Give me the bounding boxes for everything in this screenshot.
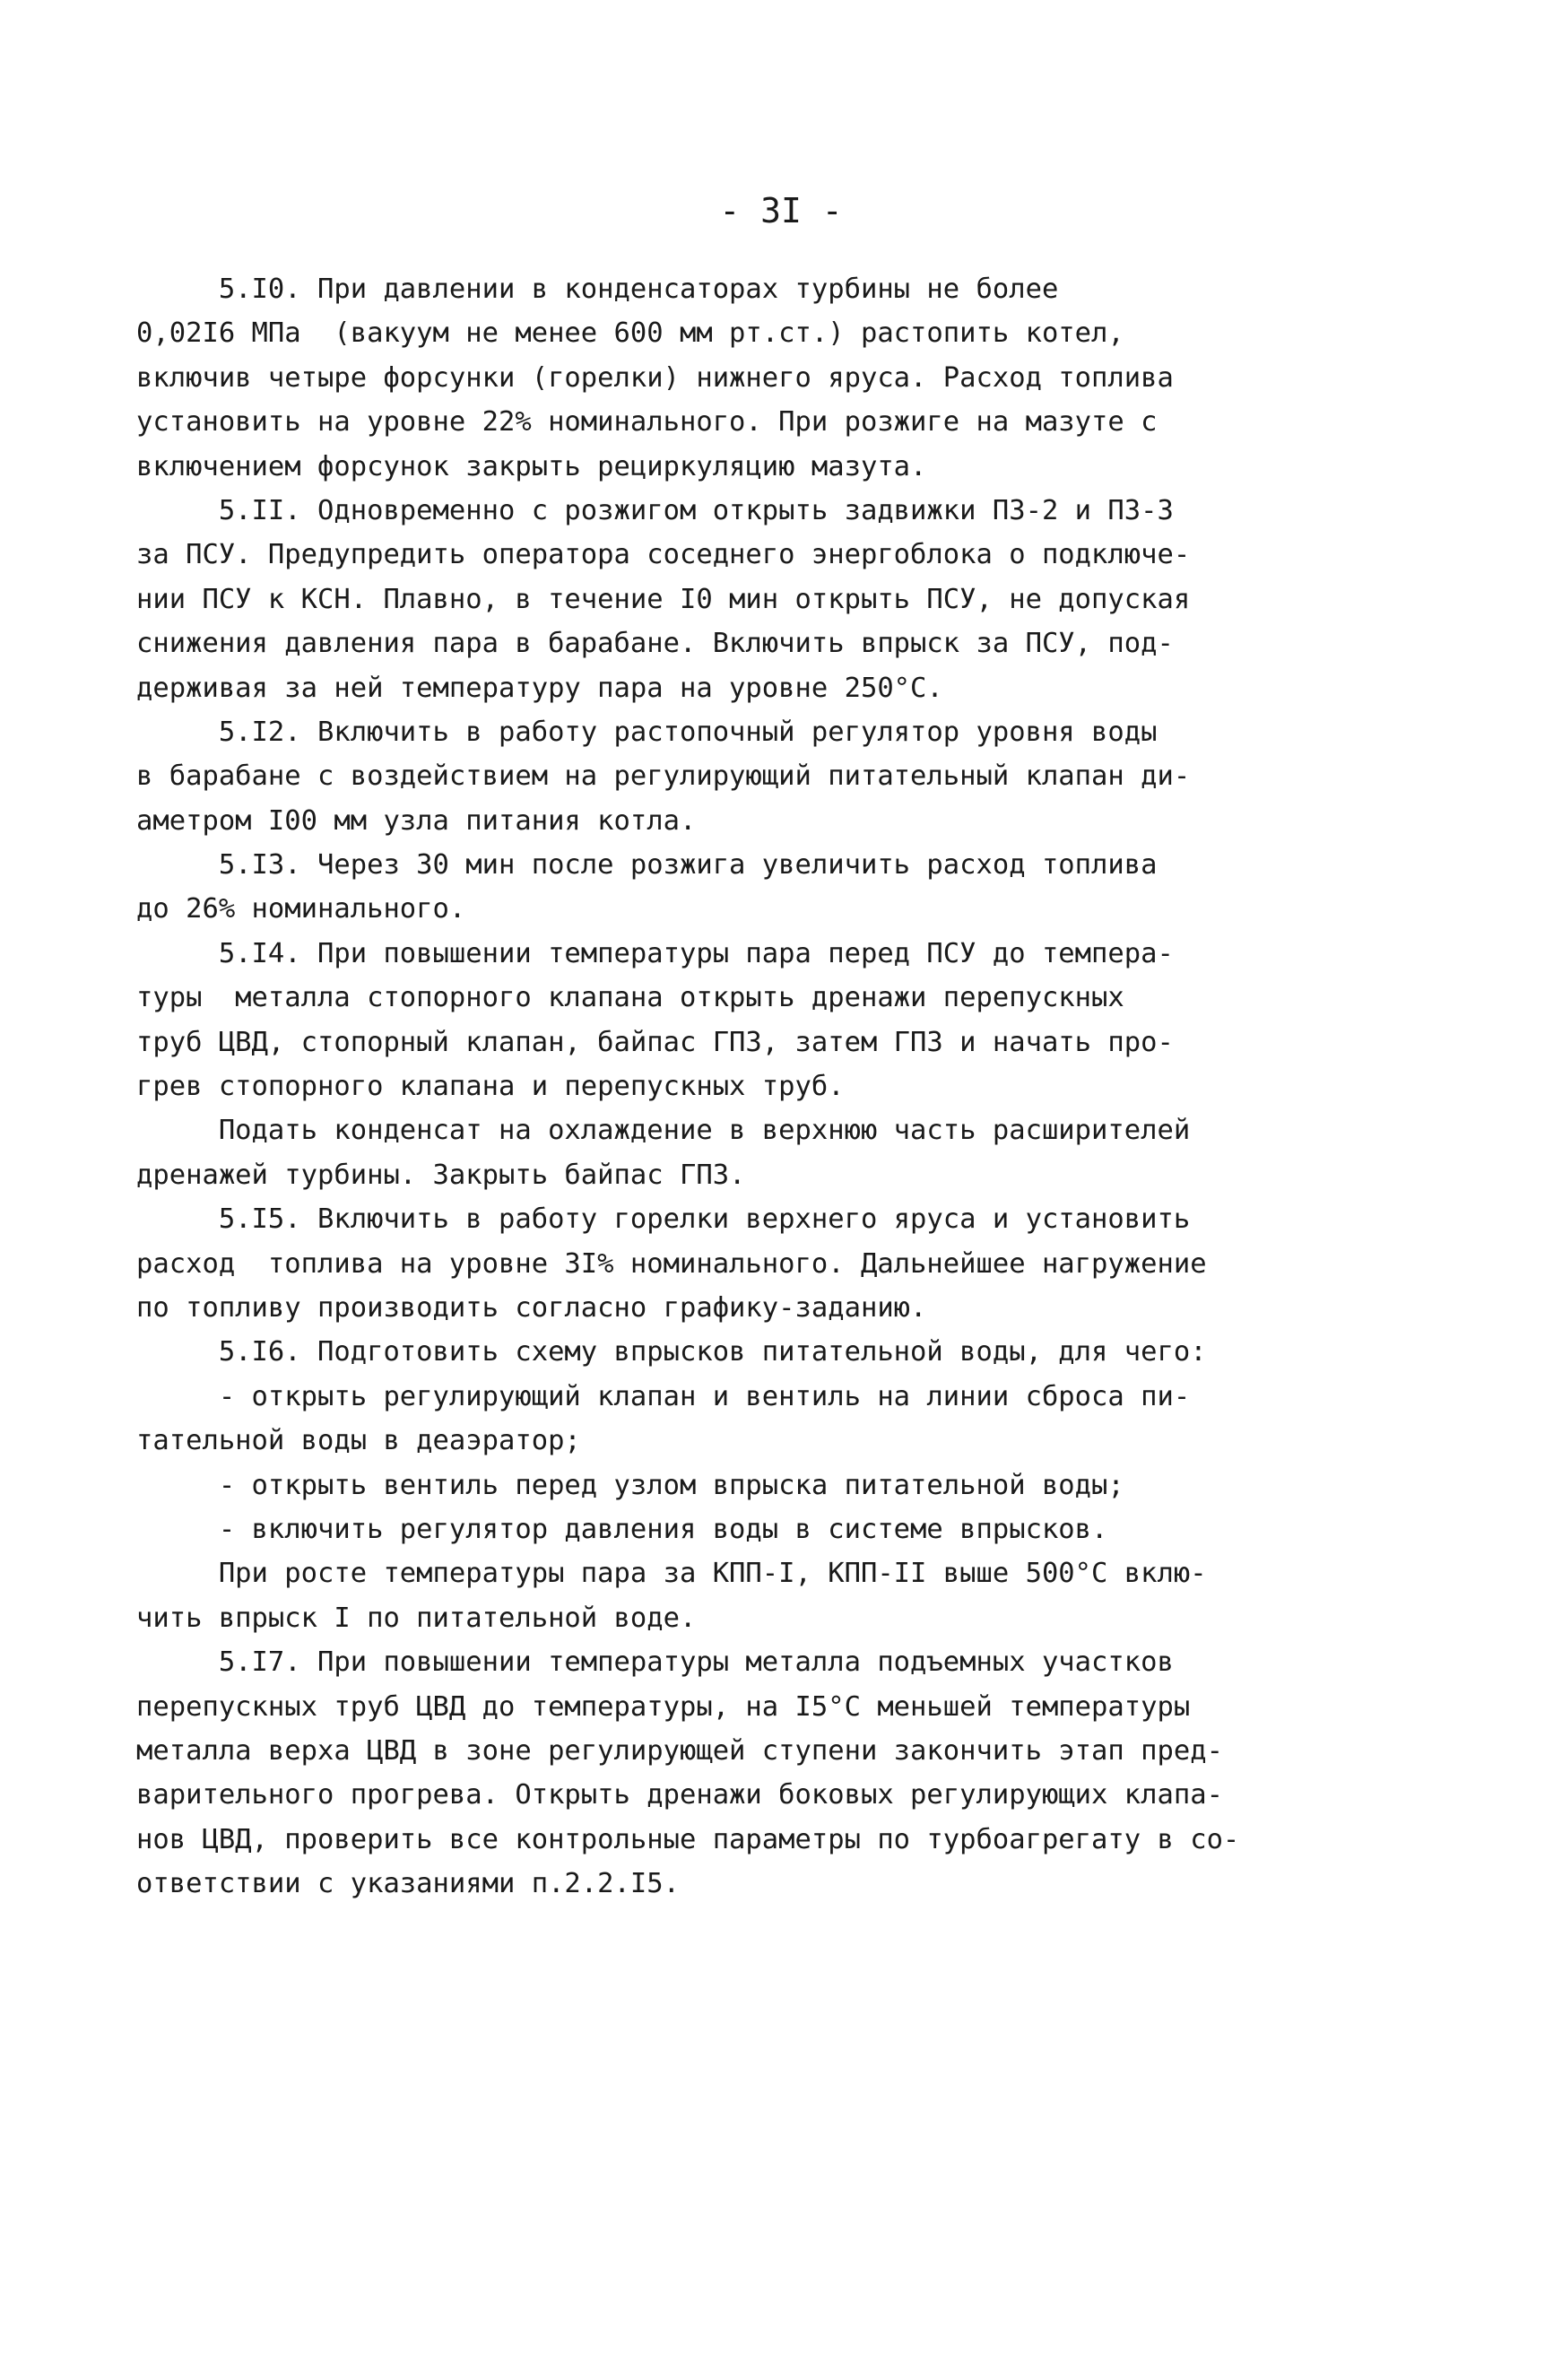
text-line: по топливу производить согласно графику-заданию. xyxy=(136,1291,927,1324)
text-line: 5.I7. При повышении температуры металла подъемных участков xyxy=(136,1646,1174,1679)
text-line: чить впрыск I по питательной воде. xyxy=(136,1602,697,1634)
text-line: 5.I0. При давлении в конденсаторах турбины не более xyxy=(136,274,1059,305)
text-line: грев стопорного клапана и перепускных труб. xyxy=(136,1071,845,1103)
text-line: - открыть вентиль перед узлом впрыска питательной воды; xyxy=(136,1469,1124,1501)
text-line: 5.I3. Через 30 мин после розжига увеличить расход топлива xyxy=(136,849,1158,882)
document-text-body xyxy=(136,267,1427,1906)
text-line: туры металла стопорного клапана открыть дренажи перепускных xyxy=(136,982,1124,1014)
text-line: 5.I2. Включить в работу растопочный регулятор уровня воды xyxy=(136,716,1158,748)
page-number: - 3I - xyxy=(719,191,843,230)
text-line: металла верха ЦВД в зоне регулирующей ступени закончить этап пред- xyxy=(136,1734,1223,1767)
text-line: ответствии с указаниями п.2.2.I5. xyxy=(136,1868,680,1900)
text-line: до 26% номинального. xyxy=(136,893,466,925)
text-line: 0,02I6 МПа (вакуум не менее 600 мм рт.ст.) растопить котел, xyxy=(136,317,1124,350)
text-line: снижения давления пара в барабане. Включить впрыск за ПСУ, под- xyxy=(136,628,1174,660)
text-line: варительного прогрева. Открыть дренажи боковых регулирующих клапа- xyxy=(136,1779,1223,1811)
text-line: аметром I00 мм узла питания котла. xyxy=(136,804,697,837)
text-line: 5.II. Одновременно с розжигом открыть задвижки ПЗ-2 и ПЗ-3 xyxy=(136,494,1174,526)
text-line: нов ЦВД, проверить все контрольные параметры по турбоагрегату в со- xyxy=(136,1823,1240,1855)
text-line: При росте температуры пара за КПП-I, КПП-II выше 500°С вклю- xyxy=(136,1558,1207,1590)
text-line: перепускных труб ЦВД до температуры, на I5°С меньшей температуры xyxy=(136,1690,1191,1723)
text-line: - включить регулятор давления воды в системе впрысков. xyxy=(136,1513,1108,1545)
text-line: держивая за ней температуру пара на уровне 250°С. xyxy=(136,672,943,704)
text-line: дренажей турбины. Закрыть байпас ГПЗ. xyxy=(136,1159,746,1191)
text-line: Подать конденсат на охлаждение в верхнюю часть расширителей xyxy=(136,1115,1191,1147)
text-line: за ПСУ. Предупредить оператора соседнего энергоблока о подключе- xyxy=(136,539,1191,571)
text-line: 5.I5. Включить в работу горелки верхнего яруса и установить xyxy=(136,1203,1191,1236)
text-line: 5.I4. При повышении температуры пара перед ПСУ до темпера- xyxy=(136,937,1174,969)
text-line: 5.I6. Подготовить схему впрысков питательной воды, для чего: xyxy=(136,1336,1207,1368)
text-line: тательной воды в деаэратор; xyxy=(136,1425,581,1457)
text-line: - открыть регулирующий клапан и вентиль на линии сброса пи- xyxy=(136,1380,1191,1412)
text-line: труб ЦВД, стопорный клапан, байпас ГПЗ, затем ГПЗ и начать про- xyxy=(136,1026,1174,1058)
text-line: расход топлива на уровне 3I% номинального. Дальнейшее нагружение xyxy=(136,1247,1207,1280)
text-line: включив четыре форсунки (горелки) нижнего яруса. Расход топлива xyxy=(136,361,1174,394)
text-line: в барабане с воздействием на регулирующий питательный клапан ди- xyxy=(136,760,1191,793)
text-line: нии ПСУ к КСН. Плавно, в течение I0 мин открыть ПСУ, не допуская xyxy=(136,583,1191,615)
text-line: установить на уровне 22% номинального. При розжиге на мазуте с xyxy=(136,406,1158,439)
text-line: включением форсунок закрыть рециркуляцию мазута. xyxy=(136,450,927,482)
